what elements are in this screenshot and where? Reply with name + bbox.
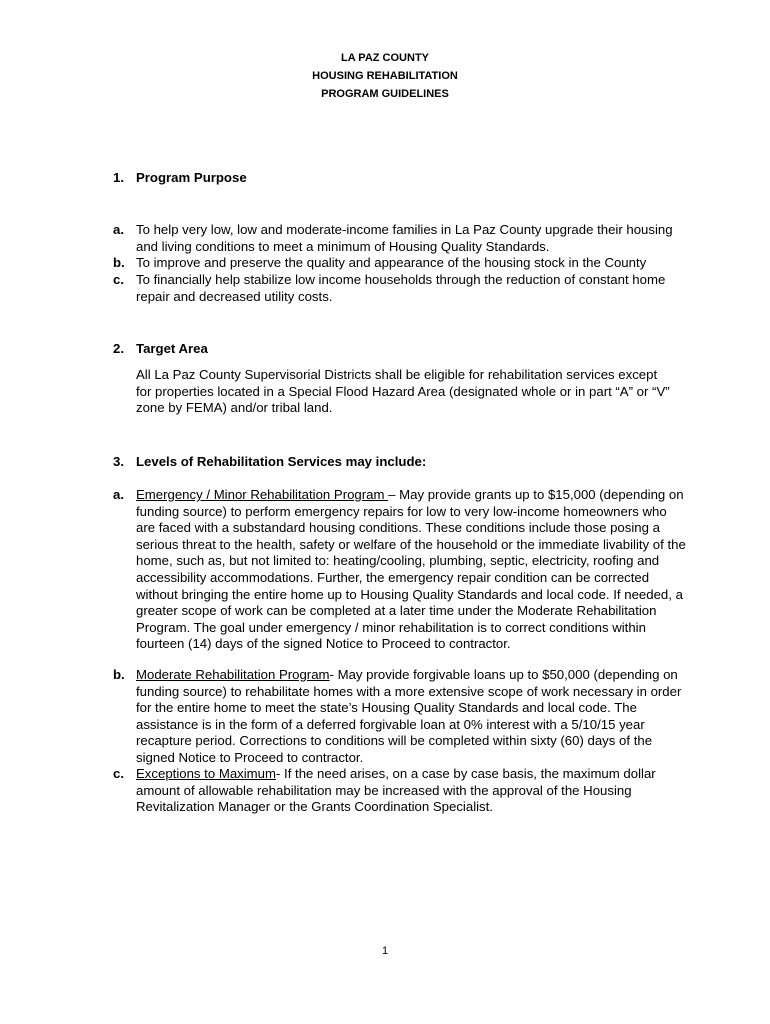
program-heading: Exceptions to Maximum [136,766,276,781]
list-item [113,272,688,305]
program-description: – May provide grants up to $15,000 (depending on funding source) to perform emergency repairs for low to very low-income homeowners who are faced with a substandard housing conditions. These conditions include those posing a serious threat to the health, safety or welfare of the household or the immediate livability of the home, such as, but not limited to: heating/cooling, plumbing, septic, electricity, roofing and accessibility accommodations. Further, the emergency repair condition can be corrected without bringing the entire home up to Housing Quality Standards and local code. If needed, a greater scope of work can be completed at a later time under the Moderate Rehabilitation Program. The goal under emergency / minor rehabilitation is to correct conditions within fourteen (14) days of the signed Notice to Proceed to contractor. [136,487,686,652]
list-item [113,222,688,255]
list-item [113,766,688,816]
list-item-text: To financially help stabilize low income households through the reduction of constant home repair and decreased utility costs. [136,272,666,304]
section-number: 2. [113,341,124,356]
section-paragraph: All La Paz County Supervisorial Districts shall be eligible for rehabilitation services except for properties located in a Special Flood Hazard Area (designated whole or in part “A” or “V” zone by FEMA) and/or tribal land. [136,367,670,416]
section-title: Levels of Rehabilitation Services may include: [136,454,427,469]
list-item-text: To improve and preserve the quality and appearance of the housing stock in the County [136,255,647,270]
header-line-2: HOUSING REHABILITATION [312,70,458,82]
section-number: 1. [113,170,124,185]
program-description: - May provide forgivable loans up to $50,000 (depending on funding source) to rehabilitate homes with a more extensive scope of work necessary in order for the entire home to meet the state’s Housing Quality Standards and local code. The assistance is in the form of a deferred forgivable loan at 0% interest with a 5/10/15 year recapture period. Corrections to conditions will be completed within sixty (60) days of the signed Notice to Proceed to contractor. [136,667,682,765]
page-number: 1 [381,945,389,957]
list-marker: c. [113,272,124,287]
list-marker: b. [113,255,125,270]
list-item [113,487,688,653]
list-item-text: To help very low, low and moderate-income families in La Paz County upgrade their housing and living conditions to meet a minimum of Housing Quality Standards. [136,222,673,254]
list-item [113,255,688,272]
list-marker: a. [113,487,124,502]
list-item [113,667,688,767]
section-title: Target Area [136,341,208,356]
section-title: Program Purpose [136,170,247,185]
list-marker: a. [113,222,124,237]
list-item-text [136,487,688,653]
list-marker: b. [113,667,125,682]
list-marker: c. [113,766,124,781]
list-item-text [136,667,688,767]
program-heading: Moderate Rehabilitation Program [136,667,330,682]
section-number: 3. [113,454,124,469]
list-item-text [136,766,688,816]
program-description: - If the need arises, on a case by case basis, the maximum dollar amount of allowable rehabilitation may be increased with the approval of the Housing Revitalization Manager or the Grants Coordination Specialist. [136,766,656,815]
program-heading: Emergency / Minor Rehabilitation Program [136,487,389,502]
header-line-1: LA PAZ COUNTY [341,52,429,64]
document-header [0,49,770,103]
header-line-3: PROGRAM GUIDELINES [321,88,449,100]
